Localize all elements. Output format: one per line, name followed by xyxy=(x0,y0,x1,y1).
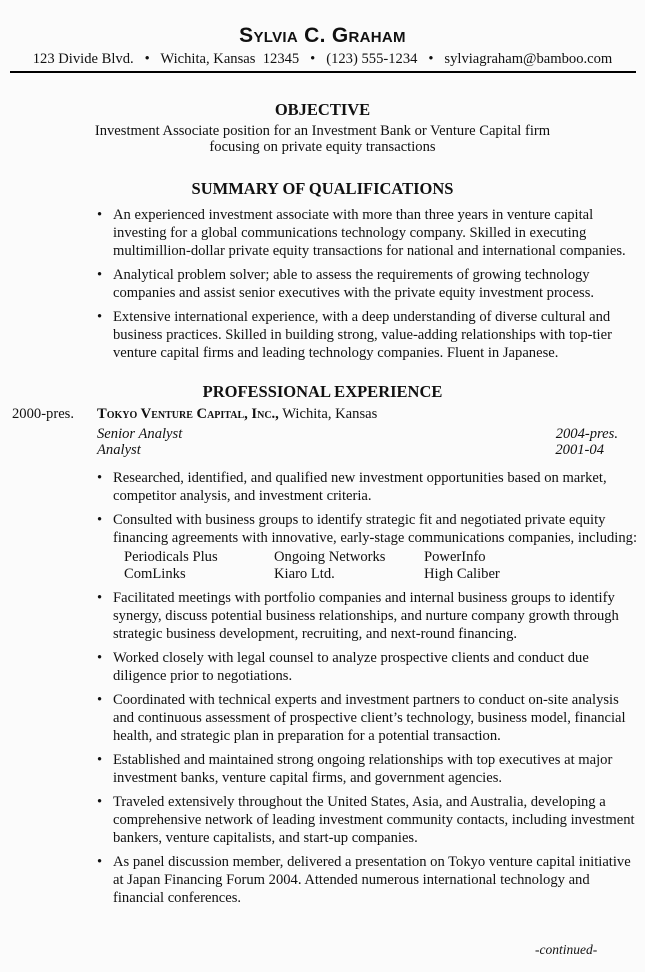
contact-line: 123 Divide Blvd. • Wichita, Kansas 12345 • (123) 555-1234 • sylviagraham@bamboo.com xyxy=(32,51,613,67)
experience-item xyxy=(97,469,637,505)
experience-item xyxy=(97,751,637,787)
experience-item xyxy=(97,691,637,745)
experience-text: Traveled extensively throughout the United States, Asia, and Australia, developing a comprehensive network of leading investment community contacts, including investment bankers, venture capitalists, and start-up companies. xyxy=(113,794,635,846)
objective-text xyxy=(0,123,645,155)
experience-text: As panel discussion member, delivered a presentation on Tokyo venture capital initiative at Japan Financing Forum 2004. Attended numerous international technology and financial conferences. xyxy=(113,854,631,906)
summary-text: An experienced investment associate with more than three years in venture capital investing for a global communications technology company. Skilled in executing multimillion-dollar private equity transactions for national and international companies. xyxy=(113,207,626,259)
employment-years: 2000-pres. xyxy=(12,406,75,422)
company-item: High Caliber xyxy=(424,566,500,582)
header-divider xyxy=(10,71,636,73)
company-list xyxy=(124,549,637,583)
bullet-icon: • xyxy=(97,207,103,223)
bullet-icon: • xyxy=(97,267,103,283)
experience-text: Established and maintained strong ongoing relationships with top executives at major investment banks, venture capital firms, and government agencies. xyxy=(113,752,613,786)
experience-item xyxy=(97,589,637,643)
experience-text: Consulted with business groups to identify strategic fit and negotiated private equity financing agreements with innovative, early-stage communications companies, including: xyxy=(113,512,638,546)
role-title: Analyst xyxy=(97,442,141,458)
experience-text: Facilitated meetings with portfolio companies and internal business groups to identify synergy, discuss potential business relationships, and nurture company growth through strategic business development, recruiting, and next-round financing. xyxy=(113,590,619,642)
experience-entry xyxy=(12,406,632,458)
bullet-icon: • xyxy=(97,590,103,606)
objective-line: focusing on private equity transactions xyxy=(209,139,436,155)
bullet-icon: • xyxy=(97,470,103,486)
role-dates: 2004-pres. xyxy=(555,426,618,442)
bullet-icon: • xyxy=(97,752,103,768)
company-location: Wichita, Kansas xyxy=(278,406,378,422)
experience-text: Worked closely with legal counsel to analyze prospective clients and conduct due diligence prior to negotiations. xyxy=(113,650,589,684)
company-item: Ongoing Networks xyxy=(274,549,386,565)
summary-heading: SUMMARY OF QUALIFICATIONS xyxy=(191,179,454,198)
experience-text: Coordinated with technical experts and investment partners to conduct on-site analysis and continuous assessment of prospective client’s technology, business model, financial health, and strategic plan in preparation for a potential transaction. xyxy=(113,692,626,744)
experience-item xyxy=(97,649,637,685)
company-name: Tokyo Venture Capital, Inc., xyxy=(97,406,279,422)
experience-heading: PROFESSIONAL EXPERIENCE xyxy=(202,382,443,401)
role-dates: 2001-04 xyxy=(555,442,604,458)
experience-item xyxy=(97,853,637,907)
company-item: ComLinks xyxy=(124,566,186,582)
experience-item xyxy=(97,511,637,583)
bullet-icon: • xyxy=(97,309,103,325)
summary-text: Extensive international experience, with a deep understanding of diverse cultural and business practices. Skilled in building strong, value-adding relationships with top-tier venture capital firms and leading technology companies. Fluent in Japanese. xyxy=(113,309,612,361)
objective-line: Investment Associate position for an Investment Bank or Venture Capital firm xyxy=(94,123,551,139)
bullet-icon: • xyxy=(97,512,103,528)
experience-text: Researched, identified, and qualified new investment opportunities based on market, competitor analysis, and investment criteria. xyxy=(113,470,607,504)
summary-item xyxy=(97,308,637,362)
experience-list xyxy=(97,469,637,913)
bullet-icon: • xyxy=(97,692,103,708)
bullet-icon: • xyxy=(97,854,103,870)
bullet-icon: • xyxy=(97,794,103,810)
resume-name: Sylvia C. Graham xyxy=(239,24,406,47)
experience-item xyxy=(97,793,637,847)
bullet-icon: • xyxy=(97,650,103,666)
company-item: Periodicals Plus xyxy=(124,549,218,565)
continued-note: -continued- xyxy=(535,942,598,957)
company-item: PowerInfo xyxy=(424,549,486,565)
objective-heading: OBJECTIVE xyxy=(274,100,371,119)
summary-list xyxy=(97,206,637,368)
summary-item xyxy=(97,206,637,260)
summary-text: Analytical problem solver; able to assess the requirements of growing technology companies and assist senior executives with the private equity investment process. xyxy=(113,267,595,301)
summary-item xyxy=(97,266,637,302)
company-item: Kiaro Ltd. xyxy=(274,566,335,582)
role-title: Senior Analyst xyxy=(97,426,183,442)
